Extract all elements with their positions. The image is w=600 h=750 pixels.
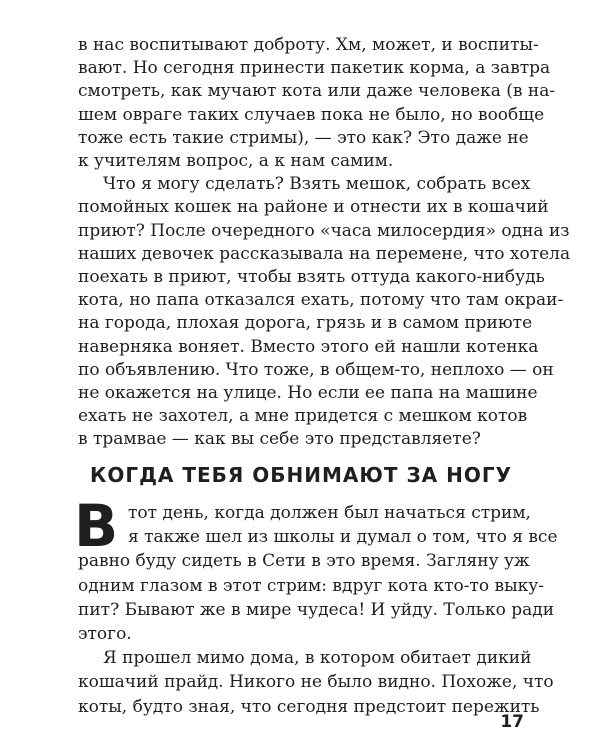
text-line: к учителям вопрос, а к нам самим. <box>78 151 394 171</box>
text-line: коты, будто зная, что сегодня предстоит пережить <box>78 696 540 717</box>
text-line: тоже есть такие стримы), — это как? Это даже не <box>78 127 529 148</box>
text-line: по объявлению. Что тоже, в общем-то, неплохо — он <box>78 359 554 380</box>
text-line: этого. <box>78 624 132 644</box>
text-line: поехать в приют, чтобы взять оттуда какого-нибудь <box>78 267 545 287</box>
text-line: помойных кошек на районе и отнести их в кошачий <box>78 197 549 218</box>
text-line: шем овраге таких случаев пока не было, но вообще <box>78 104 545 125</box>
text-line: в нас воспитывают доброту. Хм, может, и воспиты- <box>78 35 539 55</box>
text-line: ехать не захотел, а мне придется с мешком котов <box>78 406 528 427</box>
text-line: кошачий прайд. Никого не было видно. Похоже, что <box>78 672 554 693</box>
text-line: одним глазом в этот стрим: вдруг кота кто-то выку- <box>78 575 544 596</box>
text-line: пит? Бывают же в мире чудеса! И уйду. Только ради <box>78 599 555 620</box>
text-line: смотреть, как мучают кота или даже человека (в на- <box>78 81 556 102</box>
text-line: приют? После очередного «часа милосердия» одна из <box>78 220 570 241</box>
text-line: в трамвае — как вы себе это представляете? <box>78 429 481 450</box>
paragraph-first-line: Я прошел мимо дома, в котором обитает дикий <box>103 648 532 669</box>
text-line: равно буду сидеть в Сети в это время. Загляну уж <box>78 551 530 572</box>
drop-cap: В <box>74 492 119 560</box>
text-line: тот день, когда должен был начаться стрим, <box>128 503 531 523</box>
text-line: наверняка воняет. Вместо этого ей нашли котенка <box>78 336 539 357</box>
text-line: не окажется на улице. Но если ее папа на машине <box>78 383 538 403</box>
text-line: наших девочек рассказывала на перемене, что хотела <box>78 243 571 264</box>
chapter-heading: КОГДА ТЕБЯ ОБНИМАЮТ ЗА НОГУ <box>90 463 512 487</box>
text-line: кота, но папа отказался ехать, потому что там окраи- <box>78 290 564 311</box>
paragraph-first-line: Что я могу сделать? Взять мешок, собрать всех <box>103 174 531 195</box>
text-line: вают. Но сегодня принести пакетик корма, а завтра <box>78 58 551 79</box>
page-number: 17 <box>500 712 524 732</box>
text-line: я также шел из школы и думал о том, что я все <box>128 527 558 548</box>
text-line: на города, плохая дорога, грязь и в самом приюте <box>78 313 533 334</box>
